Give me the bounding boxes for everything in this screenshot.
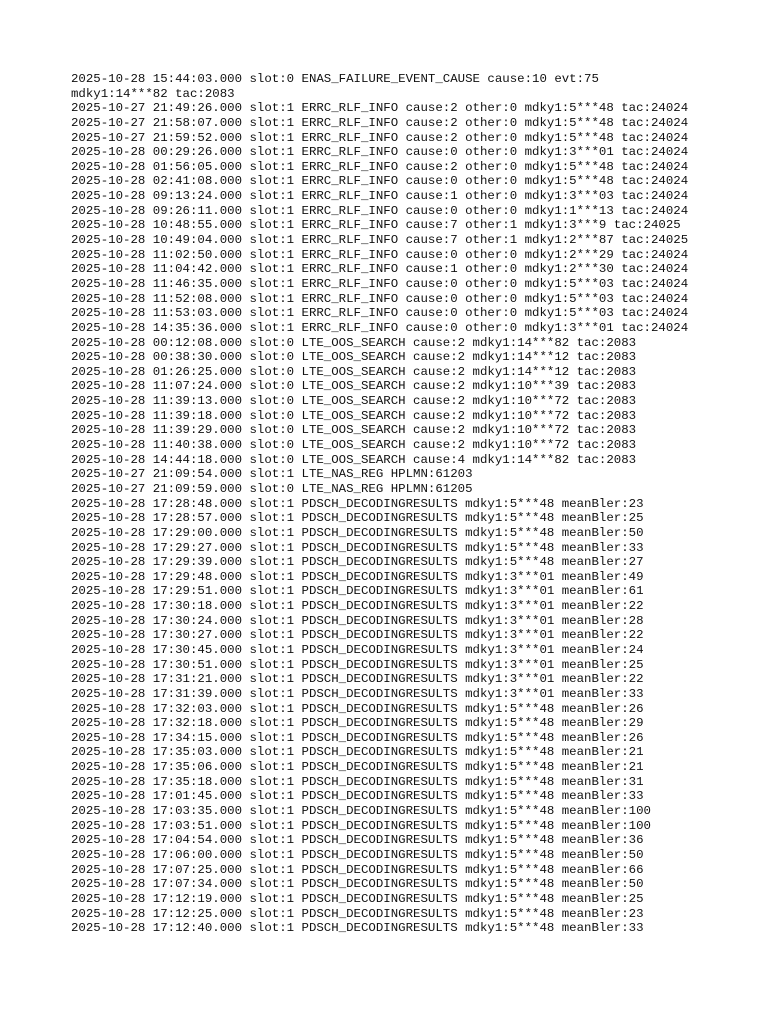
log-line: 2025-10-28 17:35:06.000 slot:1 PDSCH_DECODINGRESULTS mdky1:5***48 meanBler:21	[71, 760, 644, 775]
log-line: 2025-10-27 21:49:26.000 slot:1 ERRC_RLF_INFO cause:2 other:0 mdky1:5***48 tac:24024	[71, 101, 689, 116]
log-line: 2025-10-28 17:32:03.000 slot:1 PDSCH_DECODINGRESULTS mdky1:5***48 meanBler:26	[71, 701, 644, 716]
log-line: 2025-10-28 17:28:57.000 slot:1 PDSCH_DECODINGRESULTS mdky1:5***48 meanBler:25	[71, 511, 644, 526]
log-line: 2025-10-27 21:59:52.000 slot:1 ERRC_RLF_INFO cause:2 other:0 mdky1:5***48 tac:24024	[71, 130, 689, 145]
log-line: 2025-10-28 17:30:24.000 slot:1 PDSCH_DECODINGRESULTS mdky1:3***01 meanBler:28	[71, 613, 644, 628]
log-line: 2025-10-28 17:34:15.000 slot:1 PDSCH_DECODINGRESULTS mdky1:5***48 meanBler:26	[71, 730, 644, 745]
log-line: 2025-10-28 10:49:04.000 slot:1 ERRC_RLF_INFO cause:7 other:1 mdky1:2***87 tac:24025	[71, 233, 689, 248]
log-line: mdky1:14***82 tac:2083	[71, 86, 235, 101]
log-line: 2025-10-28 00:38:30.000 slot:0 LTE_OOS_SEARCH cause:2 mdky1:14***12 tac:2083	[71, 350, 637, 365]
log-line: 2025-10-28 17:12:25.000 slot:1 PDSCH_DECODINGRESULTS mdky1:5***48 meanBler:23	[71, 906, 644, 921]
log-line: 2025-10-28 11:04:42.000 slot:1 ERRC_RLF_INFO cause:1 other:0 mdky1:2***30 tac:24024	[71, 262, 689, 277]
log-line: 2025-10-28 17:35:18.000 slot:1 PDSCH_DECODINGRESULTS mdky1:5***48 meanBler:31	[71, 774, 644, 789]
log-line: 2025-10-28 17:03:51.000 slot:1 PDSCH_DECODINGRESULTS mdky1:5***48 meanBler:100	[71, 818, 651, 833]
log-line: 2025-10-28 17:12:19.000 slot:1 PDSCH_DECODINGRESULTS mdky1:5***48 meanBler:25	[71, 891, 644, 906]
log-line: 2025-10-28 10:48:55.000 slot:1 ERRC_RLF_INFO cause:7 other:1 mdky1:3***9 tac:24025	[71, 218, 681, 233]
log-line: 2025-10-28 11:52:08.000 slot:1 ERRC_RLF_INFO cause:0 other:0 mdky1:5***03 tac:24024	[71, 291, 689, 306]
log-line: 2025-10-28 11:40:38.000 slot:0 LTE_OOS_SEARCH cause:2 mdky1:10***72 tac:2083	[71, 438, 637, 453]
log-line: 2025-10-28 17:29:27.000 slot:1 PDSCH_DECODINGRESULTS mdky1:5***48 meanBler:33	[71, 540, 644, 555]
log-line: 2025-10-28 00:12:08.000 slot:0 LTE_OOS_SEARCH cause:2 mdky1:14***82 tac:2083	[71, 335, 637, 350]
log-line: 2025-10-28 01:26:25.000 slot:0 LTE_OOS_SEARCH cause:2 mdky1:14***12 tac:2083	[71, 364, 637, 379]
log-line: 2025-10-28 09:26:11.000 slot:1 ERRC_RLF_INFO cause:0 other:0 mdky1:1***13 tac:24024	[71, 203, 689, 218]
log-line: 2025-10-28 15:44:03.000 slot:0 ENAS_FAILURE_EVENT_CAUSE cause:10 evt:75	[71, 72, 599, 86]
log-line: 2025-10-28 17:28:48.000 slot:1 PDSCH_DECODINGRESULTS mdky1:5***48 meanBler:23	[71, 496, 644, 511]
log-line: 2025-10-28 01:56:05.000 slot:1 ERRC_RLF_INFO cause:2 other:0 mdky1:5***48 tac:24024	[71, 159, 689, 174]
log-line: 2025-10-28 17:31:21.000 slot:1 PDSCH_DECODINGRESULTS mdky1:3***01 meanBler:22	[71, 672, 644, 687]
log-line: 2025-10-28 11:53:03.000 slot:1 ERRC_RLF_INFO cause:0 other:0 mdky1:5***03 tac:24024	[71, 306, 689, 321]
log-line: 2025-10-27 21:09:54.000 slot:1 LTE_NAS_REG HPLMN:61203	[71, 467, 473, 482]
log-text-block	[71, 72, 751, 936]
log-line: 2025-10-28 11:39:29.000 slot:0 LTE_OOS_SEARCH cause:2 mdky1:10***72 tac:2083	[71, 423, 637, 438]
log-line: 2025-10-28 17:12:40.000 slot:1 PDSCH_DECODINGRESULTS mdky1:5***48 meanBler:33	[71, 921, 644, 936]
log-line: 2025-10-28 17:29:51.000 slot:1 PDSCH_DECODINGRESULTS mdky1:3***01 meanBler:61	[71, 584, 644, 599]
log-line: 2025-10-28 17:29:39.000 slot:1 PDSCH_DECODINGRESULTS mdky1:5***48 meanBler:27	[71, 555, 644, 570]
log-line: 2025-10-28 17:07:25.000 slot:1 PDSCH_DECODINGRESULTS mdky1:5***48 meanBler:66	[71, 862, 644, 877]
log-line: 2025-10-28 11:39:13.000 slot:0 LTE_OOS_SEARCH cause:2 mdky1:10***72 tac:2083	[71, 394, 637, 409]
log-line: 2025-10-28 17:30:51.000 slot:1 PDSCH_DECODINGRESULTS mdky1:3***01 meanBler:25	[71, 657, 644, 672]
log-line: 2025-10-28 11:39:18.000 slot:0 LTE_OOS_SEARCH cause:2 mdky1:10***72 tac:2083	[71, 408, 637, 423]
log-line: 2025-10-28 17:29:00.000 slot:1 PDSCH_DECODINGRESULTS mdky1:5***48 meanBler:50	[71, 525, 644, 540]
log-line: 2025-10-28 17:35:03.000 slot:1 PDSCH_DECODINGRESULTS mdky1:5***48 meanBler:21	[71, 745, 644, 760]
log-line: 2025-10-28 11:07:24.000 slot:0 LTE_OOS_SEARCH cause:2 mdky1:10***39 tac:2083	[71, 379, 637, 394]
log-line: 2025-10-28 17:01:45.000 slot:1 PDSCH_DECODINGRESULTS mdky1:5***48 meanBler:33	[71, 789, 644, 804]
log-line: 2025-10-28 17:32:18.000 slot:1 PDSCH_DECODINGRESULTS mdky1:5***48 meanBler:29	[71, 716, 644, 731]
log-line: 2025-10-27 21:58:07.000 slot:1 ERRC_RLF_INFO cause:2 other:0 mdky1:5***48 tac:24024	[71, 115, 689, 130]
log-line: 2025-10-27 21:09:59.000 slot:0 LTE_NAS_REG HPLMN:61205	[71, 481, 473, 496]
log-line: 2025-10-28 14:44:18.000 slot:0 LTE_OOS_SEARCH cause:4 mdky1:14***82 tac:2083	[71, 452, 637, 467]
log-line: 2025-10-28 09:13:24.000 slot:1 ERRC_RLF_INFO cause:1 other:0 mdky1:3***03 tac:24024	[71, 189, 689, 204]
log-line: 2025-10-28 17:03:35.000 slot:1 PDSCH_DECODINGRESULTS mdky1:5***48 meanBler:100	[71, 804, 651, 819]
log-line: 2025-10-28 11:02:50.000 slot:1 ERRC_RLF_INFO cause:0 other:0 mdky1:2***29 tac:24024	[71, 247, 689, 262]
log-line: 2025-10-28 00:29:26.000 slot:1 ERRC_RLF_INFO cause:0 other:0 mdky1:3***01 tac:24024	[71, 145, 689, 160]
log-line: 2025-10-28 17:07:34.000 slot:1 PDSCH_DECODINGRESULTS mdky1:5***48 meanBler:50	[71, 877, 644, 892]
log-line: 2025-10-28 17:06:00.000 slot:1 PDSCH_DECODINGRESULTS mdky1:5***48 meanBler:50	[71, 847, 644, 862]
log-line: 2025-10-28 17:30:45.000 slot:1 PDSCH_DECODINGRESULTS mdky1:3***01 meanBler:24	[71, 642, 644, 657]
log-line: 2025-10-28 17:04:54.000 slot:1 PDSCH_DECODINGRESULTS mdky1:5***48 meanBler:36	[71, 833, 644, 848]
log-line: 2025-10-28 17:30:27.000 slot:1 PDSCH_DECODINGRESULTS mdky1:3***01 meanBler:22	[71, 628, 644, 643]
log-line: 2025-10-28 11:46:35.000 slot:1 ERRC_RLF_INFO cause:0 other:0 mdky1:5***03 tac:24024	[71, 276, 689, 291]
log-line: 2025-10-28 17:31:39.000 slot:1 PDSCH_DECODINGRESULTS mdky1:3***01 meanBler:33	[71, 686, 644, 701]
log-line: 2025-10-28 14:35:36.000 slot:1 ERRC_RLF_INFO cause:0 other:0 mdky1:3***01 tac:24024	[71, 320, 689, 335]
log-line: 2025-10-28 17:29:48.000 slot:1 PDSCH_DECODINGRESULTS mdky1:3***01 meanBler:49	[71, 569, 644, 584]
log-line: 2025-10-28 02:41:08.000 slot:1 ERRC_RLF_INFO cause:0 other:0 mdky1:5***48 tac:24024	[71, 174, 689, 189]
log-line: 2025-10-28 17:30:18.000 slot:1 PDSCH_DECODINGRESULTS mdky1:3***01 meanBler:22	[71, 599, 644, 614]
